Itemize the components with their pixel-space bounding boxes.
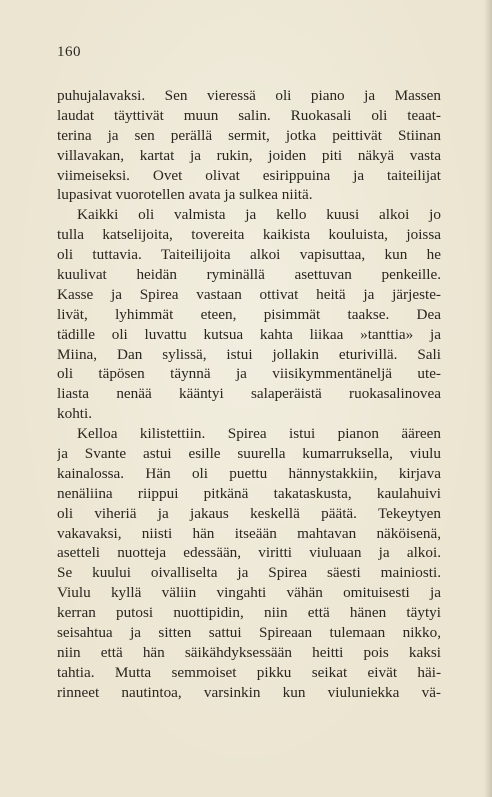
text-line: Se kuului oivalliselta ja Spirea säesti mainiosti.	[57, 564, 441, 582]
text-line: kohti.	[57, 405, 93, 423]
text-line: kainalossa. Hän oli puettu hännystakkiin, kirjava	[57, 464, 441, 482]
text-line: ja Svante astui esille suurella kumarruksella, viulu	[57, 445, 441, 463]
text-line: laudat täyttivät muun salin. Ruokasali oli teaat-	[57, 106, 441, 124]
text-line: lupasivat vuorotellen avata ja sulkea niitä.	[57, 186, 313, 204]
text-line: seisahtua ja sitten sattui Spireaan tulemaan nikko,	[57, 624, 441, 642]
text-line: Miina, Dan sylissä, istui jollakin eturivillä. Sali	[57, 345, 441, 363]
text-line: oli viheriä ja jakaus keskellä päätä. Tekeytyen	[57, 504, 441, 522]
text-line: puhujalavaksi. Sen vieressä oli piano ja Massen	[57, 87, 441, 104]
text-line: viimeiseksi. Ovet olivat esirippuina ja taiteilijat	[57, 166, 441, 184]
text-line: livät, lyhimmät eteen, pisimmät taakse. Dea	[57, 305, 441, 323]
text-line: oli täpösen täynnä ja viisikymmentäneljä ute-	[57, 365, 441, 383]
text-line: niin että hän säikähdyksessään heitti pois kaksi	[57, 643, 441, 661]
page-edge-shadow	[484, 0, 492, 797]
page-number: 160	[57, 44, 81, 60]
text-line: tädille oli luvattu kutsua kahta liikaa »tanttia» ja	[57, 325, 441, 343]
text-line: vakavaksi, niisti hän itseään mahtavan näköisenä,	[57, 524, 441, 542]
text-line: Kasse ja Spirea vastaan ottivat heitä ja järjeste-	[57, 285, 441, 303]
text-line: kerran putosi nuottipidin, niin että hänen täytyi	[57, 604, 441, 622]
text-line: Viulu kyllä väliin vingahti vähän omituisesti ja	[57, 584, 441, 602]
text-line: terina ja sen perällä sermit, jotka peittivät Stiinan	[57, 126, 441, 144]
text-line: oli tuttavia. Taiteilijoita alkoi vapisuttaa, kun he	[57, 246, 441, 264]
text-line: Kelloa kilistettiin. Spirea istui pianon ääreen	[77, 425, 441, 443]
text-line: liasta nenää kääntyi salaperäistä ruokasalinovea	[57, 385, 441, 403]
text-line: tulla katselijoita, tovereita kaikista kouluista, joissa	[57, 226, 441, 244]
text-line: nenäliina riippui pitkänä takataskusta, kaulahuivi	[57, 484, 441, 502]
text-line: villavakan, kartat ja rukin, joiden piti näkyä vasta	[57, 146, 441, 164]
text-line: tahtia. Mutta semmoiset pikku seikat eivät häi-	[57, 663, 441, 681]
text-line: asetteli nuotteja edessään, viritti viuluaan ja alkoi.	[57, 544, 441, 562]
text-line: rinneet nautintoa, varsinkin kun viuluniekka vä-	[57, 683, 441, 701]
text-line: kuulivat heidän ryminällä asettuvan penkeille.	[57, 266, 441, 284]
text-line: Kaikki oli valmista ja kello kuusi alkoi jo	[77, 206, 441, 224]
body-text	[57, 86, 441, 703]
